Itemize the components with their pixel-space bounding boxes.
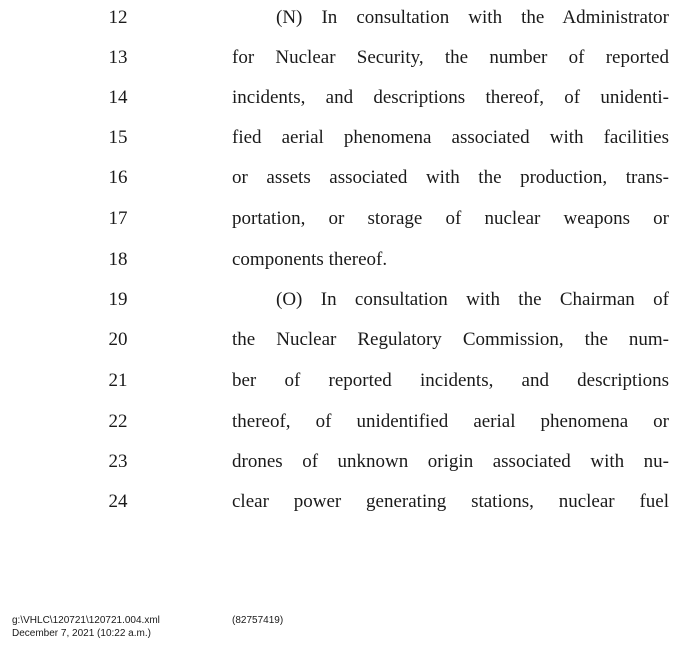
footer-date: December 7, 2021 (10:22 a.m.) bbox=[12, 628, 151, 639]
line-number: 14 bbox=[108, 87, 128, 108]
line-text: drones of unknown origin associated with nu- bbox=[232, 451, 669, 472]
line-text: the Nuclear Regulatory Commission, the num- bbox=[232, 329, 669, 350]
line-13 bbox=[0, 38, 688, 78]
line-number: 16 bbox=[108, 167, 128, 188]
line-number: 17 bbox=[108, 208, 128, 229]
line-text: portation, or storage of nuclear weapons or bbox=[232, 208, 669, 229]
footer-file-info bbox=[12, 614, 160, 640]
line-text: ber of reported incidents, and descriptions bbox=[232, 370, 669, 391]
line-number: 12 bbox=[108, 7, 128, 28]
line-15 bbox=[0, 118, 688, 158]
line-text: thereof, of unidentified aerial phenomena or bbox=[232, 411, 669, 432]
footer-doc-id: (82757419) bbox=[232, 615, 284, 626]
line-text: (O) In consultation with the Chairman of bbox=[276, 289, 669, 310]
line-text: fied aerial phenomena associated with facilities bbox=[232, 127, 669, 148]
line-19 bbox=[0, 280, 688, 320]
line-number: 18 bbox=[108, 249, 128, 270]
line-18 bbox=[0, 240, 688, 280]
line-text: or assets associated with the production, trans- bbox=[232, 167, 669, 188]
line-text: incidents, and descriptions thereof, of unidenti- bbox=[232, 87, 669, 108]
line-16 bbox=[0, 158, 688, 198]
line-number: 24 bbox=[108, 491, 128, 512]
line-14 bbox=[0, 78, 688, 118]
line-23 bbox=[0, 442, 688, 482]
line-17 bbox=[0, 199, 688, 239]
line-number: 22 bbox=[108, 411, 128, 432]
line-number: 20 bbox=[108, 329, 128, 350]
line-21 bbox=[0, 361, 688, 401]
footer-file-path: g:\VHLC\120721\120721.004.xml bbox=[12, 615, 160, 626]
line-text: clear power generating stations, nuclear fuel bbox=[232, 491, 669, 512]
line-12 bbox=[0, 0, 688, 38]
line-text: components thereof. bbox=[232, 249, 388, 270]
line-number: 13 bbox=[108, 47, 128, 68]
line-24 bbox=[0, 482, 688, 522]
line-text: for Nuclear Security, the number of reported bbox=[232, 47, 669, 68]
line-number: 15 bbox=[108, 127, 128, 148]
line-22 bbox=[0, 402, 688, 442]
line-number: 23 bbox=[108, 451, 128, 472]
line-20 bbox=[0, 320, 688, 360]
line-text: (N) In consultation with the Administrator bbox=[276, 7, 669, 28]
line-number: 21 bbox=[108, 370, 128, 391]
line-number: 19 bbox=[108, 289, 128, 310]
